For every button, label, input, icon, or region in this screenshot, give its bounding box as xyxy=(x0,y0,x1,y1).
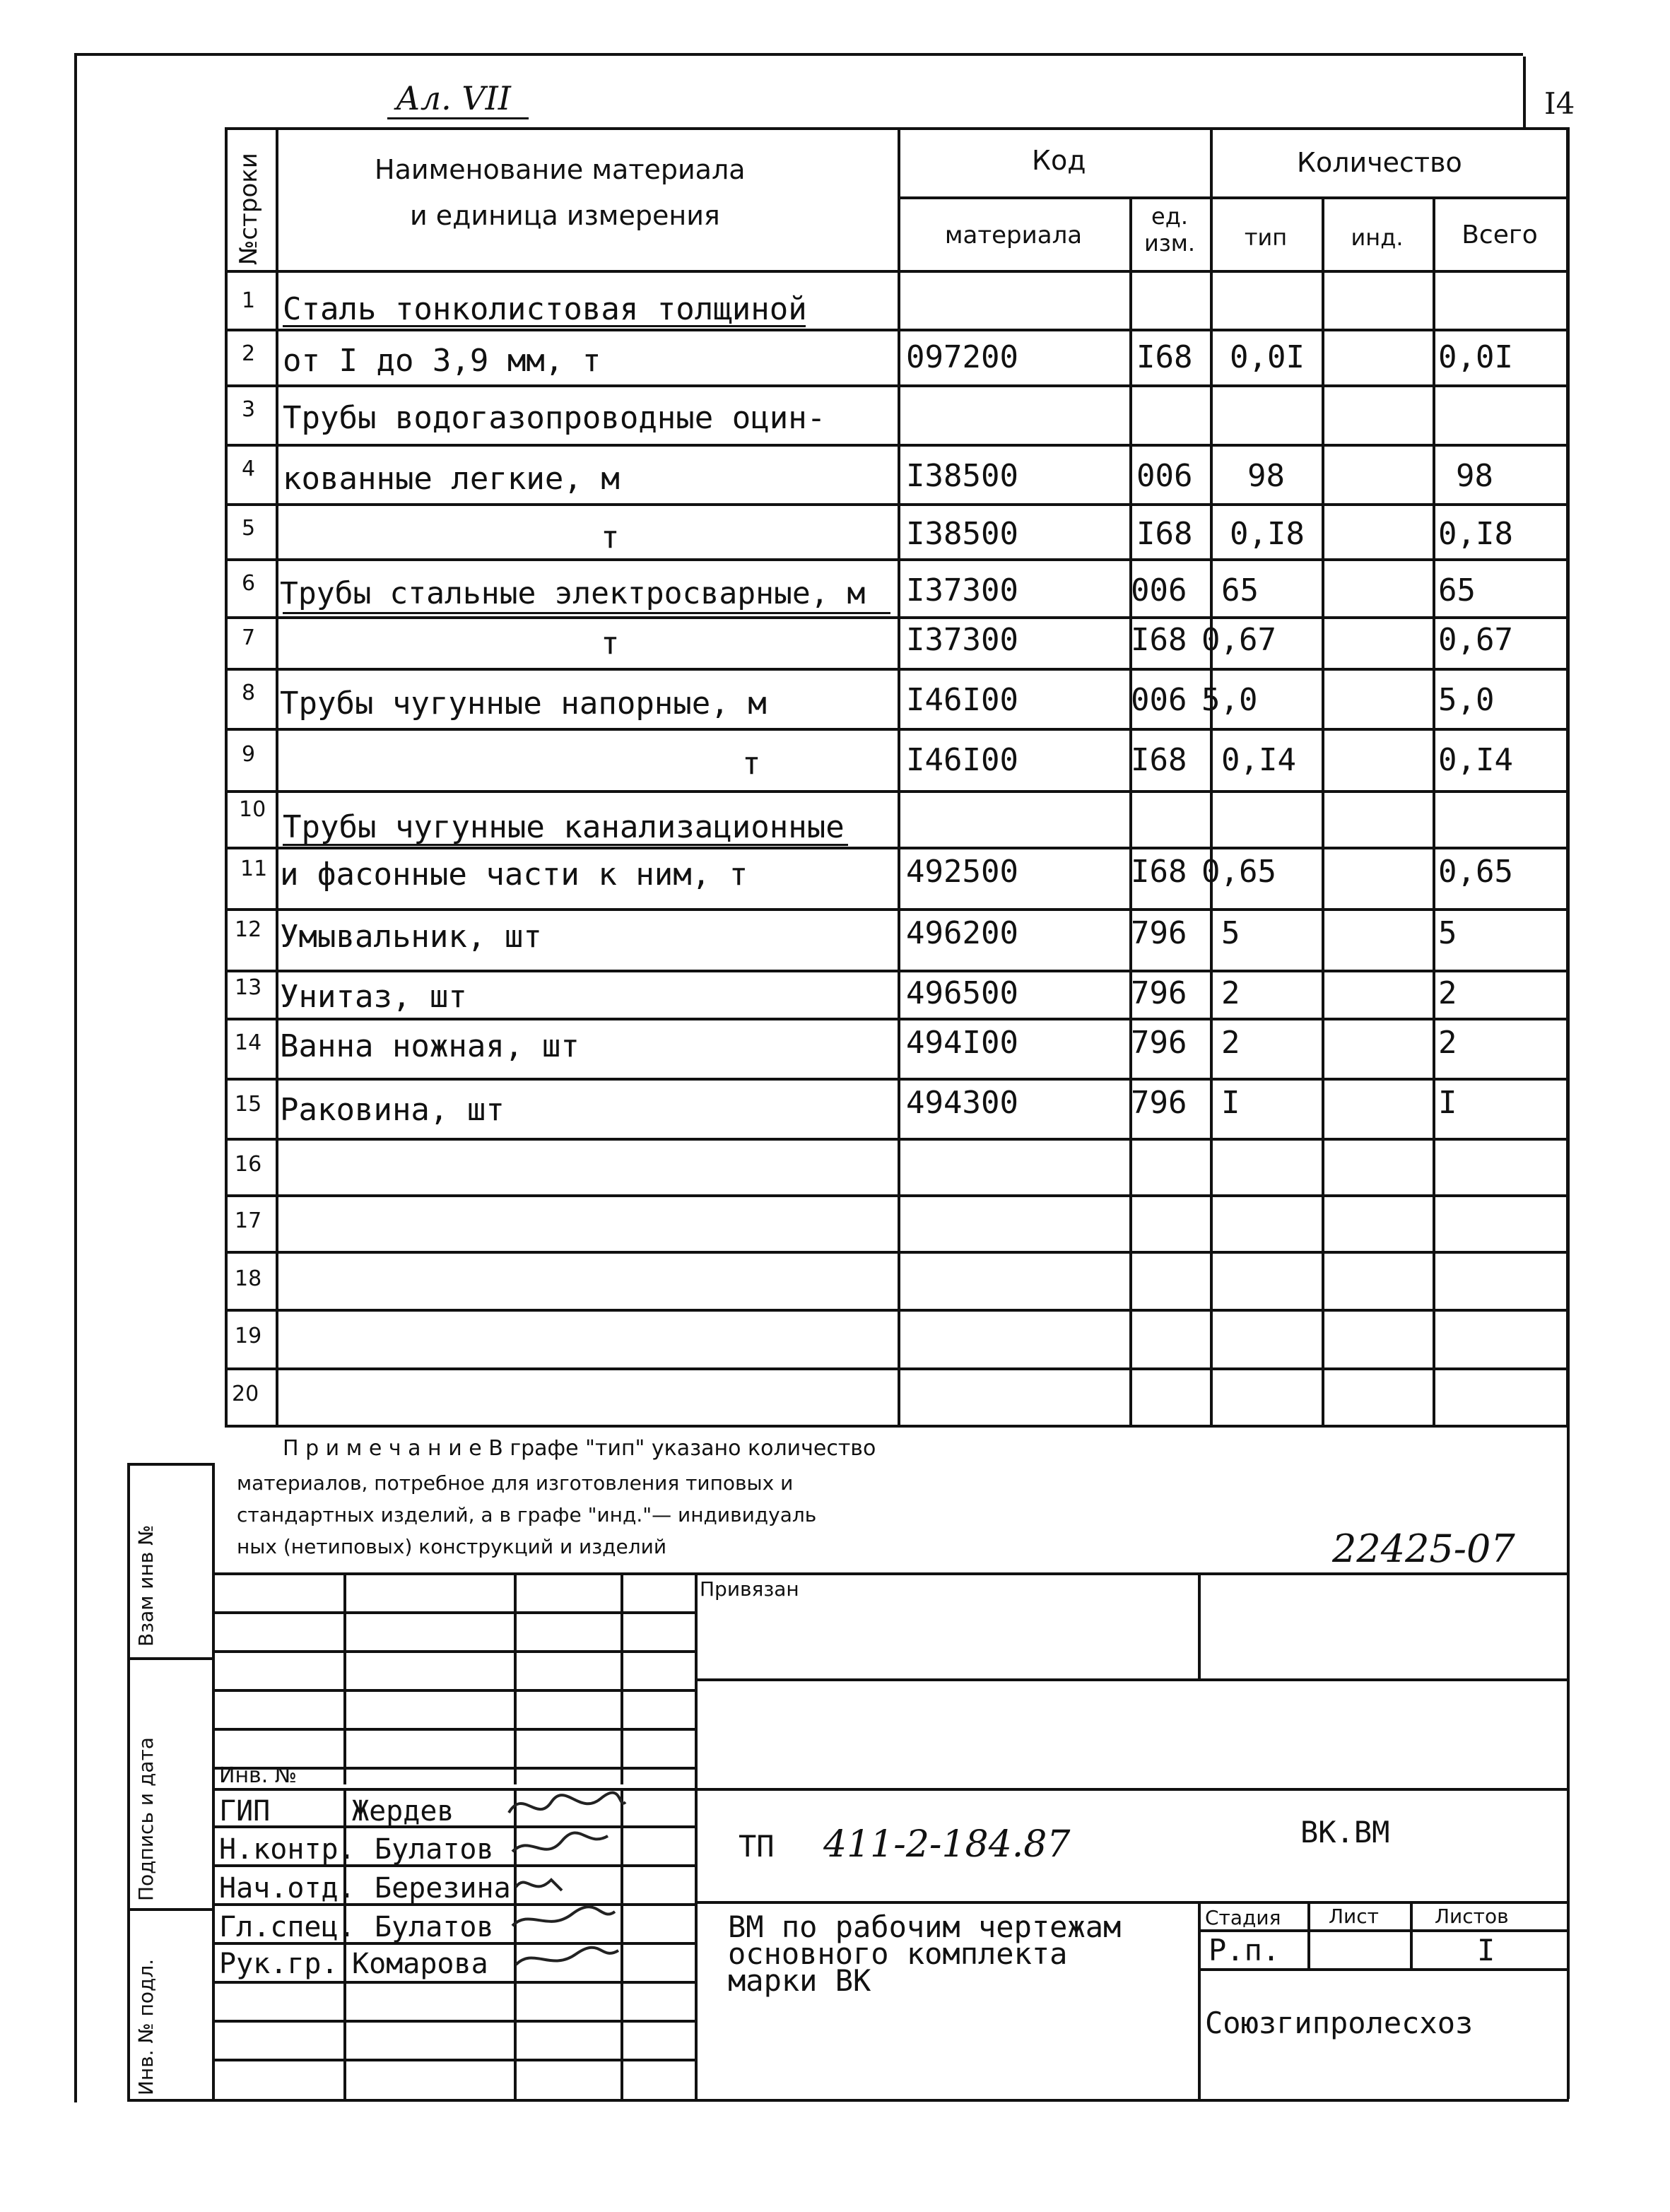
row-line xyxy=(225,384,1569,387)
stamp-title-line1: ВМ по рабочим чертежам xyxy=(728,1910,1122,1944)
row-number: 4 xyxy=(242,457,256,481)
stamp-name-gip: Жердев xyxy=(352,1795,454,1828)
row-line xyxy=(225,847,1569,849)
row-line xyxy=(225,1138,1569,1141)
row-number: 11 xyxy=(240,857,268,881)
row-unit: 796 xyxy=(1131,1085,1187,1121)
stamp-name-rukgr: Комарова xyxy=(352,1948,488,1980)
col-line-name xyxy=(898,127,900,1428)
row-unit: 006 xyxy=(1131,682,1187,718)
row-name: и фасонные части к ним, т xyxy=(280,857,748,893)
row-name: Трубы стальные электросварные, м xyxy=(280,576,866,611)
stamp-title-line3: марки ВК xyxy=(728,1963,871,1998)
row-total: 5,0 xyxy=(1438,682,1495,718)
row-unit: 796 xyxy=(1131,1025,1187,1061)
row-code: I38500 xyxy=(906,516,1018,552)
row-name: Трубы водогазопроводные оцин- xyxy=(283,400,826,436)
row-number: 14 xyxy=(235,1030,262,1055)
row-unit: 006 xyxy=(1136,458,1193,494)
frame-left-line xyxy=(74,53,77,2102)
row-unit: 796 xyxy=(1131,915,1187,951)
row-name: от I до 3,9 мм, т xyxy=(283,343,601,379)
side-strip-left xyxy=(127,1463,130,2099)
row-code: I37300 xyxy=(906,572,1018,608)
row-type: 5 xyxy=(1221,915,1240,951)
row-unit: I68 xyxy=(1131,854,1187,890)
header-rownum: №строки xyxy=(235,153,263,265)
row-name: Ванна ножная, шт xyxy=(280,1028,580,1064)
col-line-unit xyxy=(1210,127,1213,1428)
header-qty-total: Всего xyxy=(1462,220,1538,249)
stamp-mark: ВК.ВМ xyxy=(1300,1815,1390,1849)
row-code: I46I00 xyxy=(906,742,1018,778)
row-code: 492500 xyxy=(906,854,1018,890)
row-line xyxy=(225,503,1569,506)
header-subline xyxy=(898,196,1569,199)
header-name-line2: и единица измерения xyxy=(410,200,720,231)
side-strip-right xyxy=(212,1463,215,2099)
col-line-code xyxy=(1129,196,1132,1428)
stamp-left-row xyxy=(212,1611,695,1614)
signature-image xyxy=(495,1781,636,1979)
row-total: 0,I4 xyxy=(1438,742,1513,778)
doc-code-handwritten: 22425-07 xyxy=(1332,1526,1515,1571)
row-name: Умывальник, шт xyxy=(280,919,542,955)
row-line xyxy=(225,1194,1569,1197)
album-label: Ал. VII xyxy=(396,79,511,117)
row-type: 0,I4 xyxy=(1221,742,1296,778)
col-line-type xyxy=(1322,196,1324,1428)
col-line-rownum xyxy=(276,127,278,1428)
stamp-col1 xyxy=(343,1572,346,1784)
row-number: 13 xyxy=(235,975,262,1000)
row-name: кованные легкие, м xyxy=(283,461,620,497)
row-name: Трубы чугунные канализационные xyxy=(283,809,845,845)
row-number: 7 xyxy=(242,625,256,650)
page-number-box-left xyxy=(1523,57,1526,127)
stamp-tp-prefix: ТП xyxy=(739,1829,775,1864)
row-type: 0,0I xyxy=(1230,339,1305,375)
row-code: I38500 xyxy=(906,458,1018,494)
row-total: 0,65 xyxy=(1438,854,1513,890)
row-number: 6 xyxy=(242,571,256,596)
row-number: 17 xyxy=(235,1208,262,1233)
row-number: 19 xyxy=(235,1324,262,1348)
side-label-inv-podl: Инв. № подл. xyxy=(134,1958,158,2095)
row-number: 20 xyxy=(232,1382,259,1406)
stamp-privyazan: Привязан xyxy=(700,1577,799,1601)
row-line xyxy=(225,970,1569,972)
row-total: 2 xyxy=(1438,975,1457,1011)
header-qty-ind: инд. xyxy=(1351,224,1404,251)
stamp-tp-top xyxy=(695,1788,1569,1791)
header-name-line1: Наименование материала xyxy=(375,154,746,185)
row-name: Раковина, шт xyxy=(280,1092,505,1128)
row-number: 3 xyxy=(242,397,256,422)
stamp-stage-col1 xyxy=(1307,1901,1310,1968)
row-line xyxy=(225,668,1569,671)
stamp-top-line xyxy=(212,1572,1569,1575)
row-name: Унитаз, шт xyxy=(280,979,467,1015)
stamp-role-nachotd: Нач.отд. xyxy=(219,1872,355,1905)
stamp-tp-bottom xyxy=(695,1901,1569,1904)
side-strip-sep2 xyxy=(127,1908,212,1911)
row-name: т xyxy=(601,625,620,661)
stamp-stage-row2 xyxy=(1198,1968,1569,1971)
header-code-material: материала xyxy=(944,221,1083,249)
row-line xyxy=(225,444,1569,447)
row-type: 0,I8 xyxy=(1230,516,1305,552)
stamp-left-row xyxy=(212,1728,695,1731)
row-number: 12 xyxy=(235,917,262,942)
page-number: I4 xyxy=(1544,86,1575,121)
row-type: 65 xyxy=(1221,572,1259,608)
header-code-unit-line1: ед. xyxy=(1151,203,1188,230)
row-unit: 796 xyxy=(1131,975,1187,1011)
stamp-role-gip: ГИП xyxy=(219,1795,271,1828)
header-code-unit-line2: изм. xyxy=(1143,230,1196,257)
stamp-left-row xyxy=(212,1650,695,1653)
stamp-name-nachotd: Березина xyxy=(375,1872,511,1905)
stamp-name-nkontr: Булатов xyxy=(375,1833,494,1866)
stamp-privyazan-split xyxy=(1198,1572,1201,1678)
stamp-stage-row1 xyxy=(1198,1929,1569,1932)
header-qty: Количество xyxy=(1297,147,1462,178)
row-line xyxy=(225,1251,1569,1254)
side-label-vzam: Взам инв № xyxy=(134,1524,158,1647)
stamp-col2 xyxy=(514,1572,517,1784)
stamp-sheets-label: Листов xyxy=(1435,1905,1509,1928)
row-total: 65 xyxy=(1438,572,1476,608)
row-name: Сталь тонколистовая толщиной xyxy=(283,291,807,327)
row-type: 5,0 xyxy=(1201,682,1258,718)
row-type: 2 xyxy=(1221,975,1240,1011)
header-qty-type: тип xyxy=(1244,224,1288,251)
side-strip-bottom xyxy=(127,2099,212,2102)
row-line xyxy=(225,728,1569,731)
note-line1: П р и м е ч а н и е В графе "тип" указано количество xyxy=(283,1436,876,1461)
row-number: 16 xyxy=(235,1152,262,1177)
row-line xyxy=(225,329,1569,331)
row-line xyxy=(225,790,1569,793)
row-number: 8 xyxy=(242,681,256,705)
row-code: I46I00 xyxy=(906,682,1018,718)
row-type: 2 xyxy=(1221,1025,1240,1061)
row-total: 98 xyxy=(1456,458,1493,494)
stamp-sheets-value: I xyxy=(1477,1933,1495,1967)
row-code: I37300 xyxy=(906,622,1018,658)
row-code: 097200 xyxy=(906,339,1018,375)
stamp-left-row xyxy=(212,1689,695,1692)
album-underline xyxy=(387,117,529,119)
row-type: 98 xyxy=(1247,458,1285,494)
header-code: Код xyxy=(1032,145,1086,176)
row-number: 1 xyxy=(242,288,256,313)
note-line2: материалов, потребное для изготовления типовых и xyxy=(237,1471,794,1495)
row-number: 5 xyxy=(242,516,256,541)
stamp-stage-value: Р.п. xyxy=(1209,1933,1281,1967)
stamp-col4 xyxy=(695,1572,698,2099)
row-unit: I68 xyxy=(1136,516,1193,552)
stamp-inv-no: Инв. № xyxy=(219,1763,298,1788)
stamp-right-line xyxy=(1567,1428,1570,2099)
stamp-org: Союзгипролесхоз xyxy=(1205,2006,1474,2040)
row-total: 0,0I xyxy=(1438,339,1513,375)
row-line xyxy=(225,1078,1569,1081)
row-total: I xyxy=(1438,1085,1457,1121)
header-bottom-line xyxy=(225,270,1569,273)
row-line xyxy=(225,616,1569,619)
row-name: т xyxy=(742,746,761,782)
name-underline xyxy=(283,612,890,614)
row-unit: I68 xyxy=(1131,622,1187,658)
note-line4: ных (нетиповых) конструкций и изделий xyxy=(237,1535,667,1558)
stamp-col3 xyxy=(621,1572,623,1784)
stamp-stage-label: Стадия xyxy=(1205,1906,1281,1929)
row-code: 494I00 xyxy=(906,1025,1018,1061)
row-name: т xyxy=(601,519,620,555)
stamp-privyazan-bottom xyxy=(695,1678,1569,1681)
row-type: I xyxy=(1221,1085,1240,1121)
row-type: 0,65 xyxy=(1201,854,1276,890)
row-total: 0,I8 xyxy=(1438,516,1513,552)
row-code: 496500 xyxy=(906,975,1018,1011)
stamp-sheet-label: Лист xyxy=(1329,1905,1379,1928)
side-strip-sep1 xyxy=(127,1657,212,1660)
side-strip-top xyxy=(127,1463,212,1466)
row-line xyxy=(225,1309,1569,1312)
row-unit: 006 xyxy=(1131,572,1187,608)
row-total: 5 xyxy=(1438,915,1457,951)
stamp-role-glspec: Гл.спец. xyxy=(219,1911,355,1943)
frame-top-line xyxy=(74,53,1523,56)
row-number: 10 xyxy=(239,797,266,822)
stamp-title-line2: основного комплекта xyxy=(728,1936,1068,1971)
row-code: 496200 xyxy=(906,915,1018,951)
stamp-stage-col2 xyxy=(1410,1901,1413,1968)
row-name: Трубы чугунные напорные, м xyxy=(280,686,767,722)
row-total: 2 xyxy=(1438,1025,1457,1061)
row-unit: I68 xyxy=(1131,742,1187,778)
row-number: 9 xyxy=(242,742,256,767)
side-label-podpis: Подпись и дата xyxy=(134,1737,158,1901)
col-line-ind xyxy=(1433,196,1435,1428)
row-number: 15 xyxy=(235,1092,262,1117)
row-line xyxy=(225,558,1569,561)
row-type: 0,67 xyxy=(1201,622,1276,658)
stamp-name-glspec: Булатов xyxy=(375,1911,494,1943)
row-line xyxy=(225,1018,1569,1020)
row-line xyxy=(225,908,1569,911)
stamp-role-rukgr: Рук.гр. xyxy=(219,1948,339,1980)
row-code: 494300 xyxy=(906,1085,1018,1121)
row-number: 18 xyxy=(235,1266,262,1291)
note-line3: стандартных изделий, а в графе "инд."— индивидуаль xyxy=(237,1503,817,1526)
row-number: 2 xyxy=(242,341,256,366)
row-unit: I68 xyxy=(1136,339,1193,375)
stamp-bottom-line xyxy=(212,2099,1569,2102)
row-total: 0,67 xyxy=(1438,622,1513,658)
stamp-tp-number: 411-2-184.87 xyxy=(823,1823,1071,1866)
stamp-role-nkontr: Н.контр. xyxy=(219,1833,355,1866)
row-line xyxy=(225,1367,1569,1370)
